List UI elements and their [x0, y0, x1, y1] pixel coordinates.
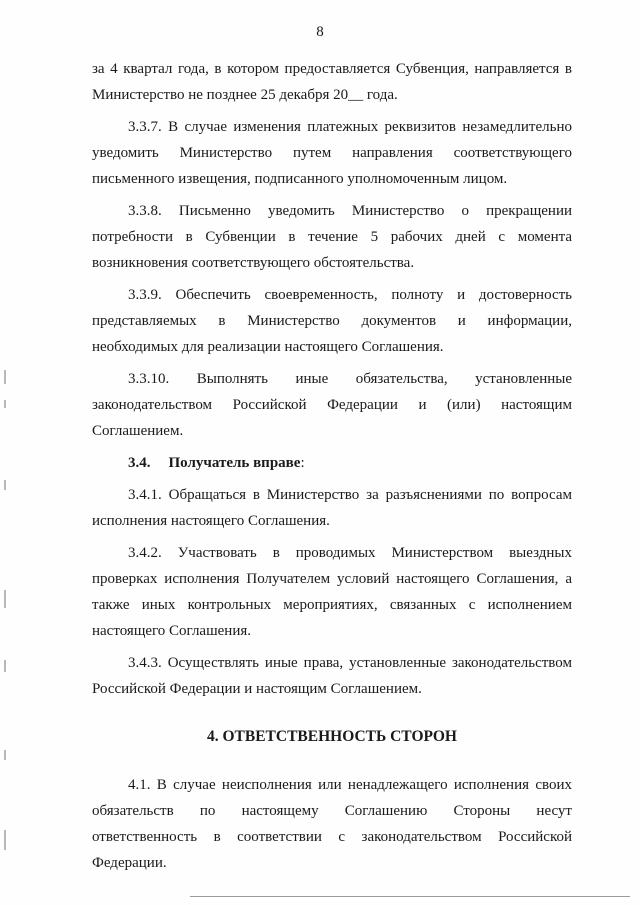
text-line: необходимых для реализации настоящего Соглашения. — [92, 339, 444, 355]
clause-colon: : — [300, 455, 305, 471]
text-line: за 4 квартал года, в котором предоставляется Субвенция, направляется в — [92, 61, 572, 77]
text-line: 3.4.3. Осуществлять иные права, установленные законодательством — [128, 655, 572, 671]
text-line: также иных контрольных мероприятиях, связанных с исполнением — [92, 597, 572, 613]
paragraph-3-4-2 — [92, 540, 572, 644]
text-line: возникновения соответствующего обстоятельства. — [92, 255, 415, 271]
paragraph-continuation — [92, 56, 572, 108]
clause-heading: Получатель вправе — [168, 455, 301, 471]
page-number: 8 — [316, 24, 324, 40]
paragraph-3-3-8 — [92, 198, 572, 276]
scan-margin-artifact — [4, 330, 10, 890]
text-line: обязательств по настоящему Соглашению Стороны несут — [92, 803, 572, 819]
text-line: Федерации. — [92, 855, 167, 871]
paragraph-3-4-heading — [92, 450, 572, 476]
paragraph-3-3-9 — [92, 282, 572, 360]
paragraph-3-3-7 — [92, 114, 572, 192]
text-line: ответственность в соответствии с законодательством Российской — [92, 829, 572, 845]
text-line: потребности в Субвенции в течение 5 рабочих дней с момента — [92, 229, 572, 245]
paragraph-3-4-3 — [92, 650, 572, 702]
section-title: 4. ОТВЕТСТВЕННОСТЬ СТОРОН — [206, 728, 457, 745]
text-line: письменного извещения, подписанного уполномоченным лицом. — [92, 171, 508, 187]
clause-number: 3.4. — [128, 455, 151, 471]
text-line: 3.3.10. Выполнять иные обязательства, установленные — [128, 371, 572, 387]
paragraph-4-1 — [92, 772, 572, 876]
text-line: 3.3.8. Письменно уведомить Министерство о прекращении — [128, 203, 572, 219]
text-line: настоящего Соглашения. — [92, 623, 252, 639]
paragraph-3-4-1 — [92, 482, 572, 534]
text-line: 3.4.1. Обращаться в Министерство за разъяснениями по вопросам — [128, 487, 572, 503]
text-line: исполнения настоящего Соглашения. — [92, 513, 330, 529]
paragraph-3-3-10 — [92, 366, 572, 444]
text-line: 3.4.2. Участвовать в проводимых Министерством выездных — [128, 545, 572, 561]
text-line: 3.3.9. Обеспечить своевременность, полноту и достоверность — [128, 287, 572, 303]
text-line: законодательством Российской Федерации и (или) настоящим — [92, 397, 572, 413]
text-line: 3.3.7. В случае изменения платежных реквизитов незамедлительно — [128, 119, 572, 135]
text-line: Российской Федерации и настоящим Соглашением. — [92, 681, 422, 697]
text-line: проверках исполнения Получателем условий настоящего Соглашения, а — [92, 571, 572, 587]
text-line: Соглашением. — [92, 423, 184, 439]
text-line: 4.1. В случае неисполнения или ненадлежащего исполнения своих — [128, 777, 572, 793]
document-body — [92, 56, 572, 882]
scan-bottom-edge — [190, 896, 630, 897]
text-line: уведомить Министерство путем направления соответствующего — [92, 145, 572, 161]
text-line: Министерство не позднее 25 декабря 20__ года. — [92, 87, 398, 103]
text-line: представляемых в Министерство документов и информации, — [92, 313, 572, 329]
